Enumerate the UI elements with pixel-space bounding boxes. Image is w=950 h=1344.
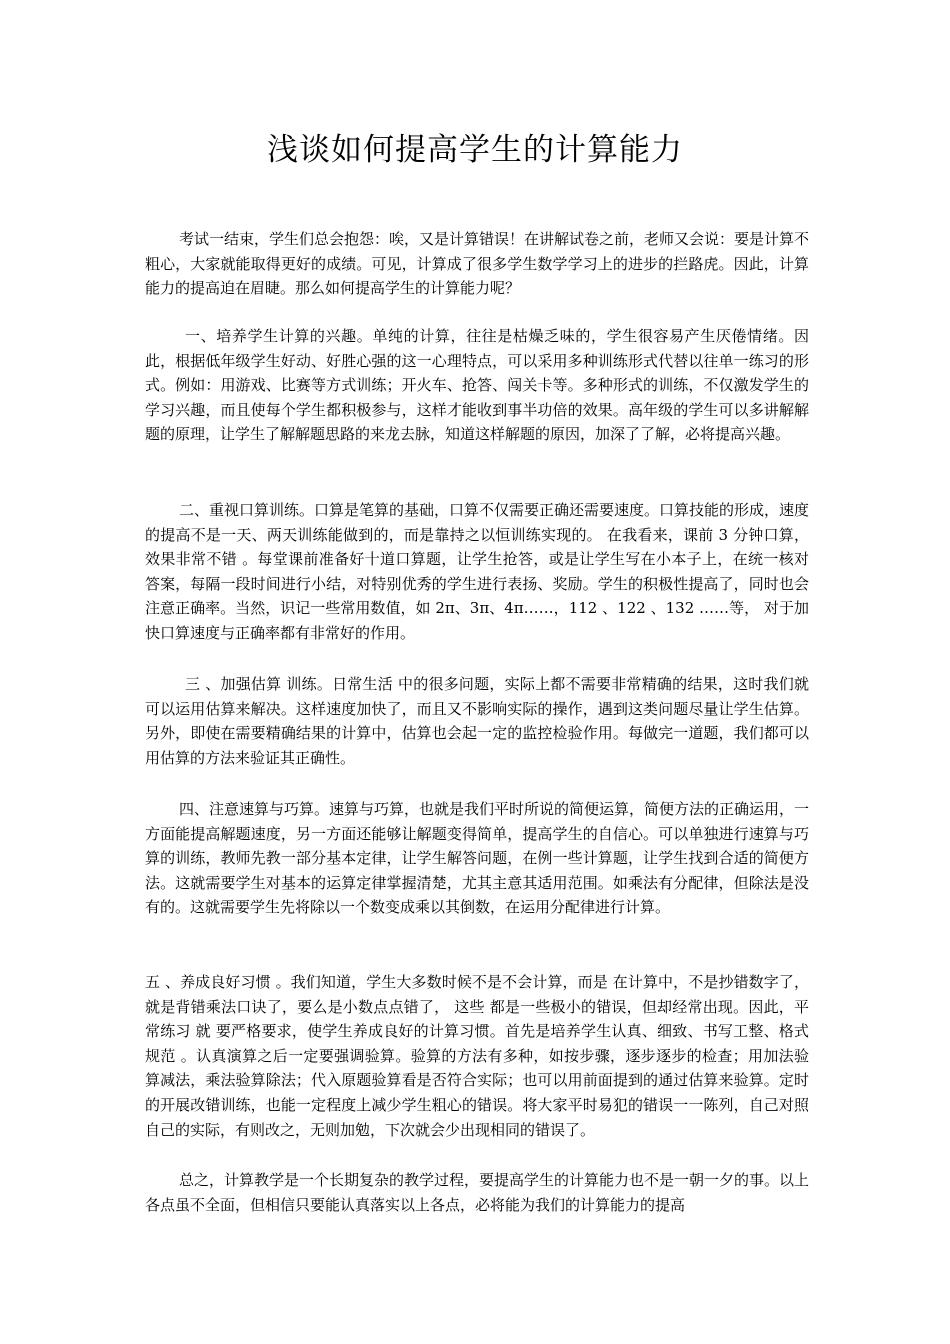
document-title: 浅谈如何提高学生的计算能力: [267, 132, 683, 168]
paragraph-section-2: 二、重视口算训练。口算是笔算的基础，口算不仅需要正确还需要速度。口算技能的形成，速度的提高不是一天、两天训练能做到的，而是靠持之以恒训练实现的。 在我看来，课前 3 分钟口算，效果非常不错 。每堂课前准备好十道口算题，让学生抢答，或是让学生写在小本子上，在统一核对答案，每隔一段时间进行小结，对特别优秀的学生进行表扬、奖励。学生的积极性提高了，同时也会注意正确率。当然，识记一些常用数值，如 2π、3π、4π……，112 、122 、132 ……等， 对于加快口算速度与正确率都有非常好的作用。: [145, 501, 810, 642]
paragraph-section-3: 三 、加强估算 训练。日常生活 中的很多问题，实际上都不需要非常精确的结果，这时我们就可以运用估算来解决。这样速度加快了，而且又不影响实际的操作，遇到这类问题尽量让学生估算。另外，即使在需要精确结果的计算中，估算也会起一定的监控检验作用。每做完一道题，我们都可以用估算的方法来验证其正确性。: [145, 675, 809, 767]
paragraph-section-5: 五 、养成良好习惯 。我们知道，学生大多数时候不是不会计算，而是 在计算中，不是抄错数字了，就是背错乘法口诀了，要么是小数点点错了， 这些 都是一些极小的错误，但却经常出现。因此，平常练习 就 要严格要求，使学生养成良好的计算习惯。首先是培养学生认真、细致、书写工整、格式规范 。认真演算之后一定要强调验算。验算的方法有多种，如按步骤，逐步逐步的检查；用加法验算减法，乘法验算除法；代入原题验算看是否符合实际；也可以用前面提到的通过估算来验算。定时的开展改错训练，也能一定程度上减少学生粗心的错误。将大家平时易犯的错误一一陈列，自己对照自己的实际，有则改之，无则加勉，下次就会少出现相同的错误了。: [145, 973, 809, 1139]
paragraph-section-4: 四、注意速算与巧算。速算与巧算，也就是我们平时所说的简便运算，简便方法的正确运用，一方面能提高解题速度，另一方面还能够让解题变得简单，提高学生的自信心。可以单独进行速算与巧算的训练，教师先教一部分基本定律，让学生解答问题，在例一些计算题，让学生找到合适的简便方法。这就需要学生对基本的运算定律掌握清楚，尤其主意其适用范围。如乘法有分配律，但除法是没有的。这就需要学生先将除以一个数变成乘以其倒数，在运用分配律进行计算。: [145, 800, 810, 917]
paragraph-conclusion: 总之，计算教学是一个长期复杂的教学过程，要提高学生的计算能力也不是一朝一夕的事。以上各点虽不全面，但相信只要能认真落实以上各点，必将能为我们的计算能力的提高: [145, 1171, 810, 1214]
paragraph-intro: 考试一结束，学生们总会抱怨：唉，又是计算错误！在讲解试卷之前，老师又会说：要是计算不粗心，大家就能取得更好的成绩。可见，计算成了很多学生数学学习上的进步的拦路虎。因此，计算能力的提高迫在眉睫。那么如何提高学生的计算能力呢？: [145, 230, 810, 298]
paragraph-section-1: 一、培养学生计算的兴趣。单纯的计算，往往是枯燥乏味的，学生很容易产生厌倦情绪。因此，根据低年级学生好动、好胜心强的这一心理特点，可以采用多种训练形式代替以往单一练习的形式。例如：用游戏、比赛等方式训练；开火车、抢答、闯关卡等。多种形式的训练，不仅激发学生的学习兴趣，而且使每个学生都积极参与，这样才能收到事半功倍的效果。高年级的学生可以多讲解解题的原理，让学生了解解题思路的来龙去脉，知道这样解题的原因，加深了了解，必将提高兴趣。: [145, 327, 809, 444]
